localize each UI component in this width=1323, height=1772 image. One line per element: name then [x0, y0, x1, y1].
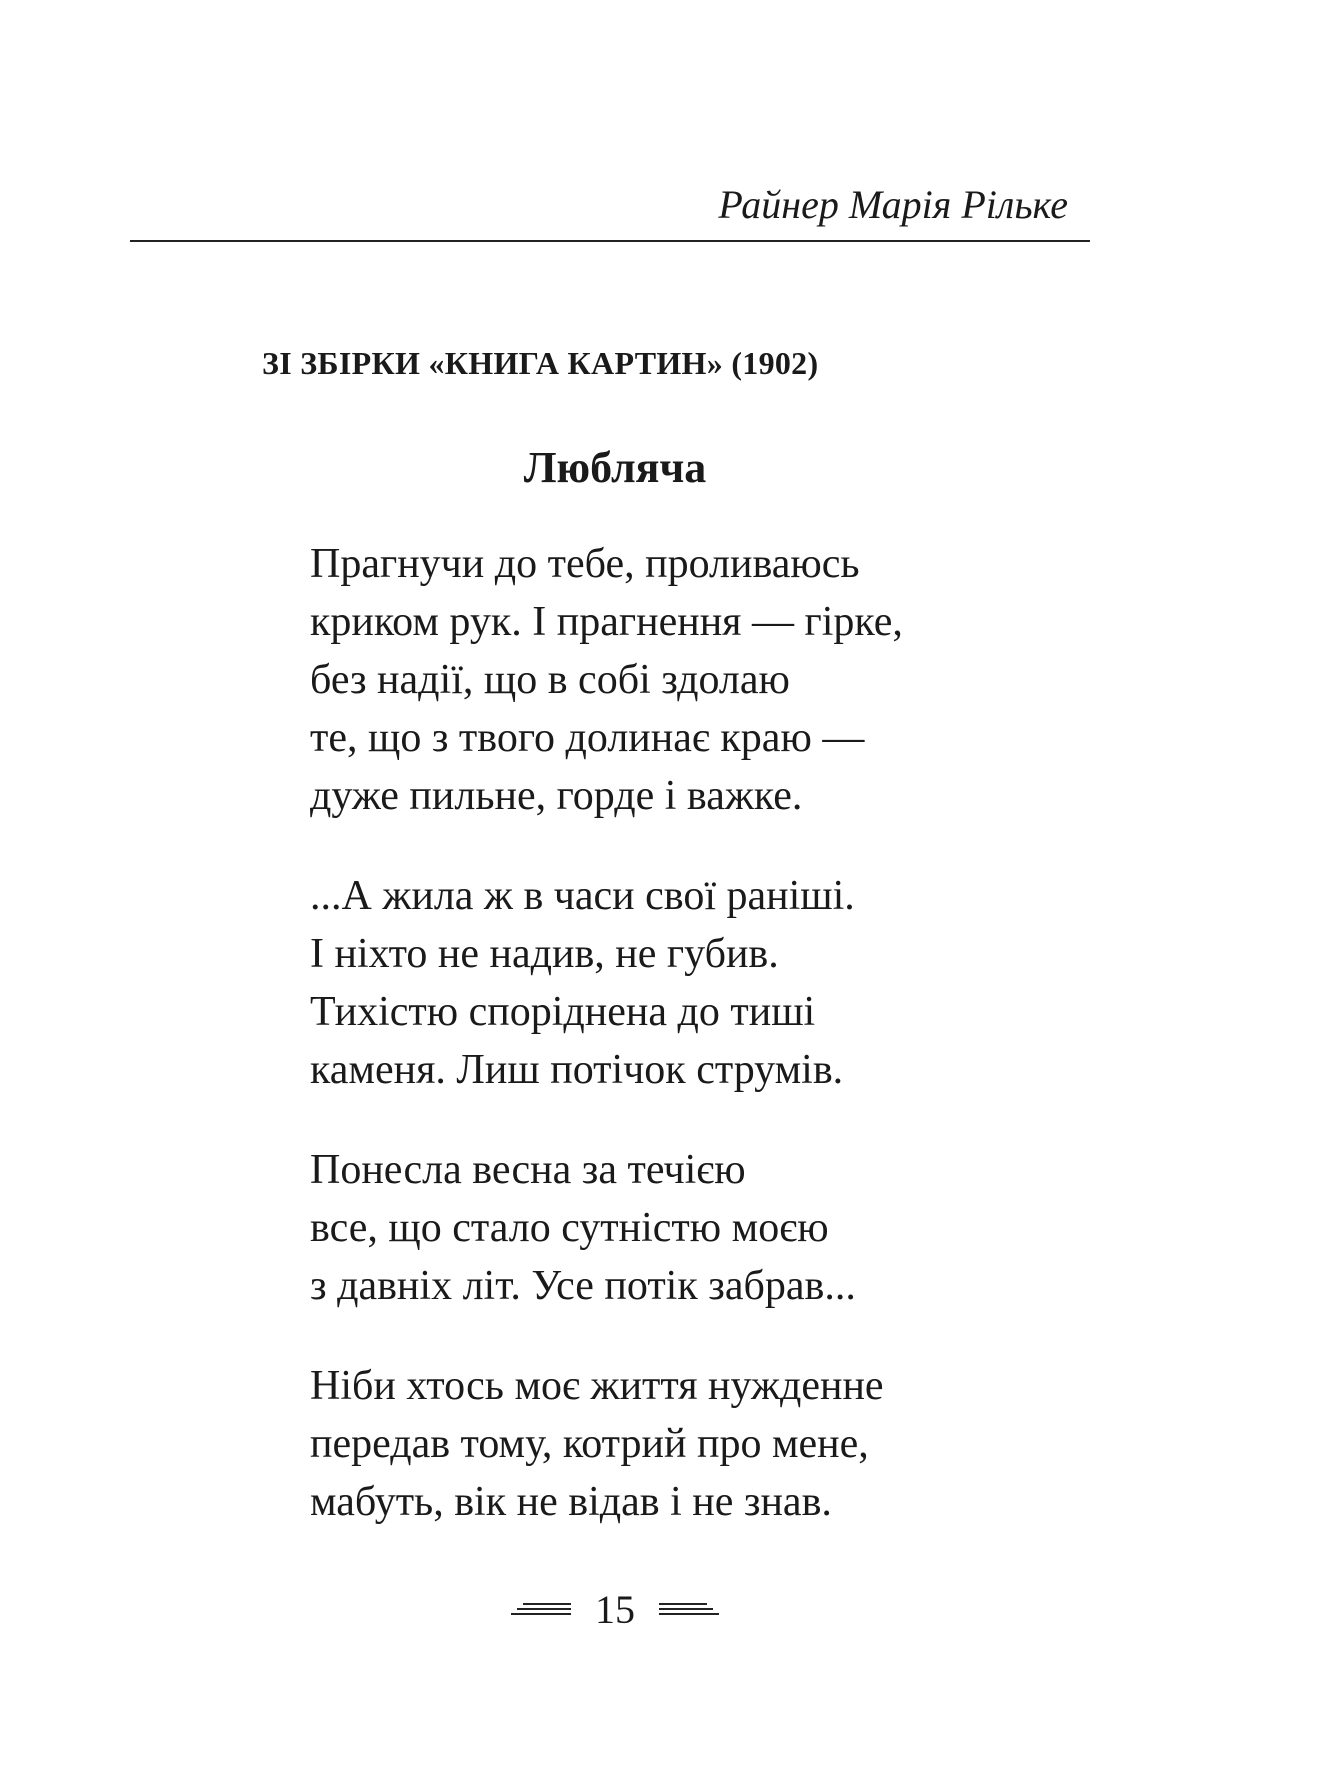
poem-line: все, що стало сутністю моєю [310, 1205, 829, 1251]
stanza [310, 1357, 903, 1531]
poem-title: Любляча [523, 443, 707, 492]
poem-line: Ніби хтось моє життя нужденне [310, 1363, 884, 1409]
running-header [130, 180, 1090, 242]
poem-line: Прагнучи до тебе, проливаюсь [310, 541, 860, 587]
stanza [310, 867, 903, 1099]
footer-ornament-left [511, 1601, 571, 1619]
stanza [310, 535, 903, 825]
poem-line: без надії, що в собі здолаю [310, 657, 790, 703]
running-header-author: Райнер Марія Рільке [718, 182, 1068, 227]
poem-line: Понесла весна за течією [310, 1147, 746, 1193]
poem-line: мабуть, вік не відав і не знав. [310, 1479, 832, 1525]
poem-line: І ніхто не надив, не губив. [310, 931, 779, 977]
poem-line: передав тому, котрий про мене, [310, 1421, 869, 1467]
stanza [310, 1141, 903, 1315]
section-title: ЗІ ЗБІРКИ «КНИГА КАРТИН» (1902) [262, 345, 819, 381]
poem-line: каменя. Лиш потічок струмів. [310, 1047, 844, 1093]
footer-ornament-right [659, 1601, 719, 1619]
page-number: 15 [595, 1587, 635, 1632]
poem-line: Тихістю споріднена до тиші [310, 989, 816, 1035]
poem-line: дуже пильне, горде і важке. [310, 773, 803, 819]
poem-line: ...А жила ж в часи свої раніші. [310, 873, 855, 919]
poem-line: криком рук. І прагнення — гірке, [310, 599, 903, 645]
poem-body [310, 535, 903, 1573]
page-footer [0, 1585, 1230, 1635]
poem-line: з давніх літ. Усе потік забрав... [310, 1263, 856, 1309]
poem-line: те, що з твого долинає краю — [310, 715, 865, 761]
